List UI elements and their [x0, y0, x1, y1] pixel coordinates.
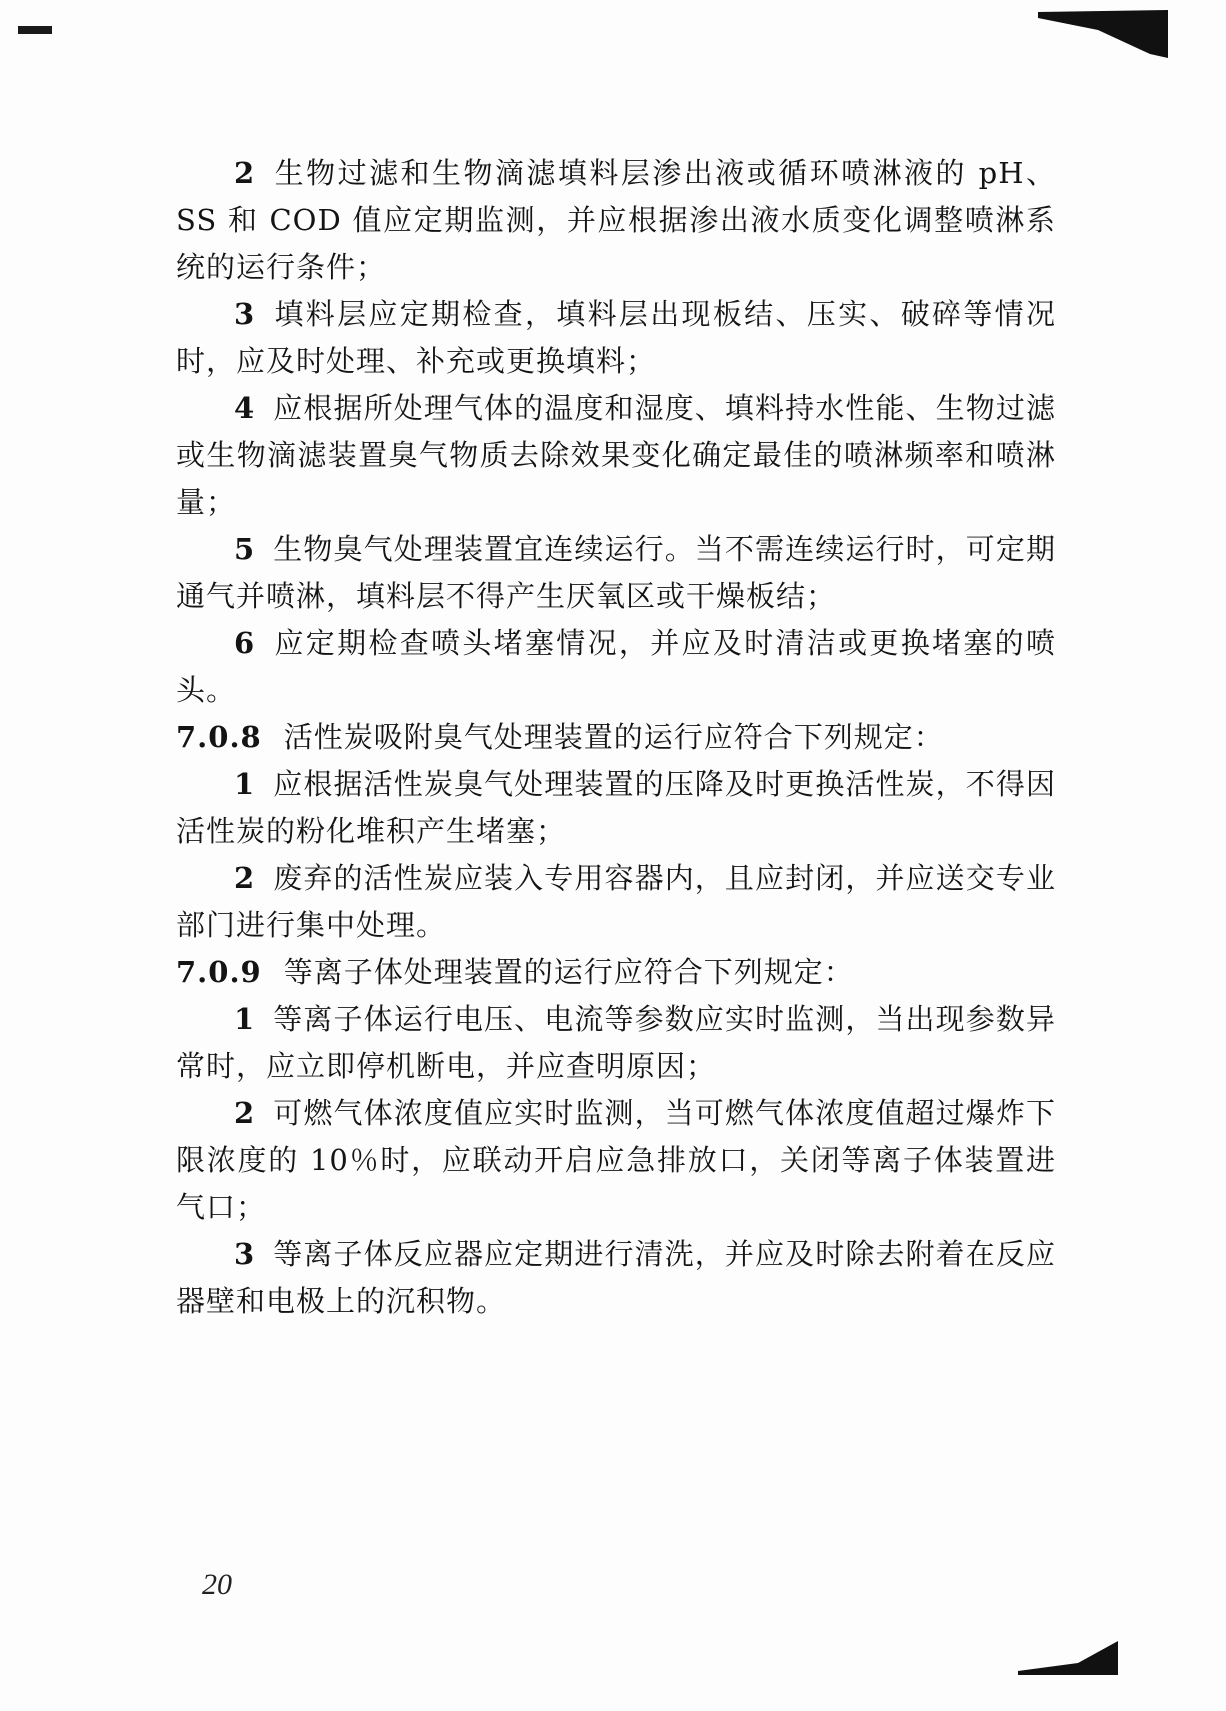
list-item: 3 填料层应定期检查，填料层出现板结、压实、破碎等情况时，应及时处理、补充或更换填料；	[176, 297, 1056, 378]
list-item: 2 废弃的活性炭应装入专用容器内，且应封闭，并应送交专业部门进行集中处理。	[176, 861, 1056, 942]
clause-heading: 7.0.8 活性炭吸附臭气处理装置的运行应符合下列规定：	[176, 720, 944, 754]
page-number: 20	[202, 1568, 232, 1601]
list-item: 1 等离子体运行电压、电流等参数应实时监测，当出现参数异常时，应立即停机断电，并应查明原因；	[176, 1002, 1056, 1083]
list-item: 2 生物过滤和生物滴滤填料层渗出液或循环喷淋液的 pH、SS 和 COD 值应定期监测，并应根据渗出液水质变化调整喷淋系统的运行条件；	[176, 156, 1056, 284]
list-item: 3 等离子体反应器应定期进行清洗，并应及时除去附着在反应器壁和电极上的沉积物。	[176, 1237, 1056, 1318]
list-item: 6 应定期检查喷头堵塞情况，并应及时清洁或更换堵塞的喷头。	[176, 626, 1056, 707]
list-item: 5 生物臭气处理装置宜连续运行。当不需连续运行时，可定期通气并喷淋，填料层不得产生厌氧区或干燥板结；	[176, 532, 1056, 613]
scan-artifact-corner	[1038, 10, 1168, 58]
list-item: 1 应根据活性炭臭气处理装置的压降及时更换活性炭，不得因活性炭的粉化堆积产生堵塞；	[176, 767, 1056, 848]
clause-heading: 7.0.9 等离子体处理装置的运行应符合下列规定：	[176, 955, 854, 989]
scan-artifact-corner	[1018, 1641, 1118, 1675]
scan-artifact-mark	[18, 26, 52, 34]
list-item: 2 可燃气体浓度值应实时监测，当可燃气体浓度值超过爆炸下限浓度的 10％时，应联动开启应急排放口，关闭等离子体装置进气口；	[176, 1096, 1056, 1224]
list-item: 4 应根据所处理气体的温度和湿度、填料持水性能、生物过滤或生物滴滤装置臭气物质去除效果变化确定最佳的喷淋频率和喷淋量；	[176, 391, 1056, 519]
body-text	[176, 150, 1056, 1325]
